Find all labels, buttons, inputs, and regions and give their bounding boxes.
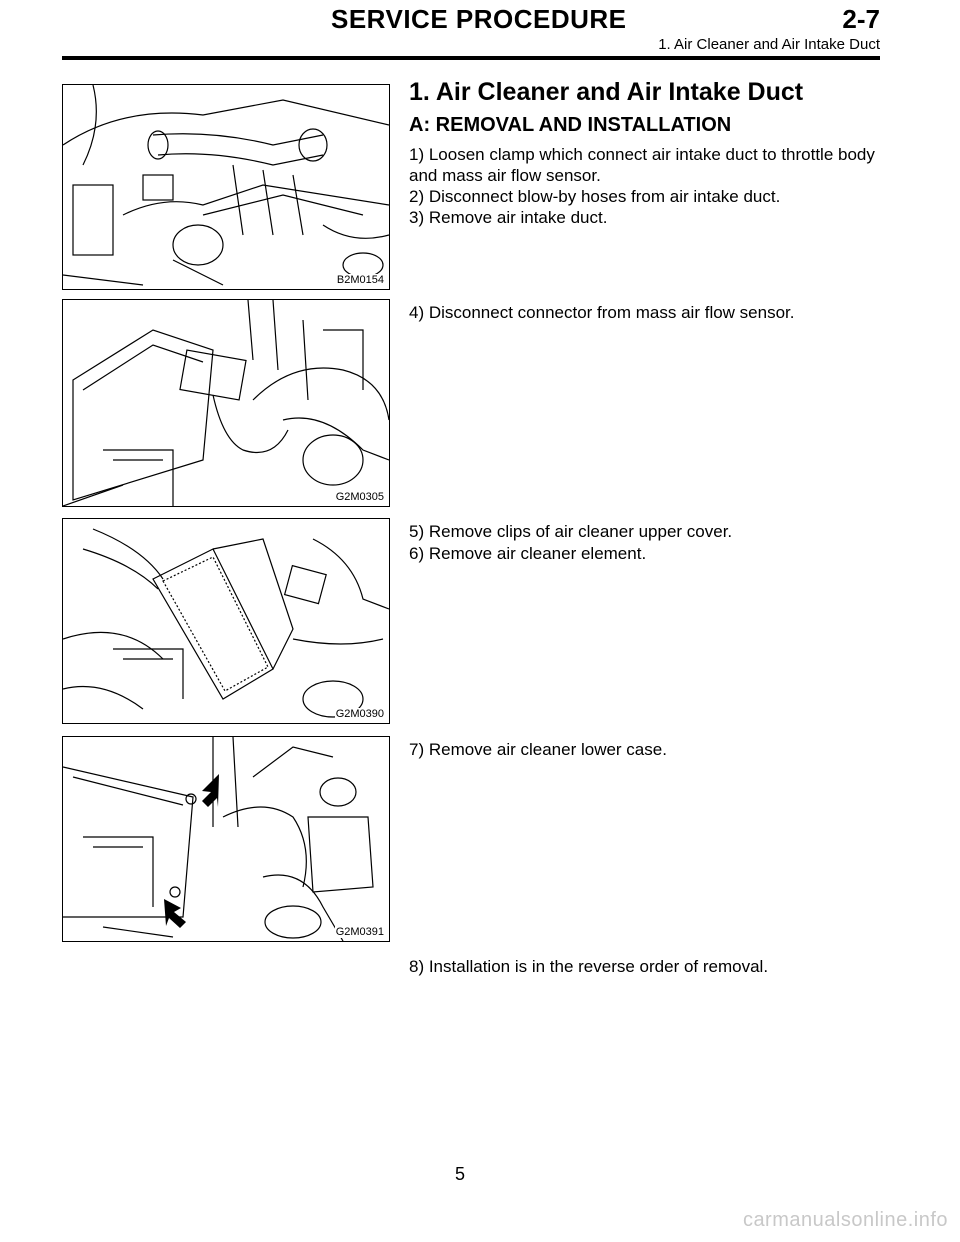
page-heading: 1. Air Cleaner and Air Intake Duct [409,78,804,106]
step-3: 3) Remove air intake duct. [409,208,608,227]
step-4: 4) Disconnect connector from mass air flow sensor. [409,303,795,322]
section-number: 2-7 [842,4,880,34]
step-5: 5) Remove clips of air cleaner upper cover. [409,522,733,541]
section-subheading: A: REMOVAL AND INSTALLATION [409,114,732,136]
header-rule [62,56,880,60]
figure-code: G2M0391 [335,926,384,938]
watermark: carmanualsonline.info [742,1209,948,1231]
step-6: 6) Remove air cleaner element. [409,544,647,563]
arrow-icon [63,737,389,941]
engine-illustration-3 [63,519,389,723]
engine-illustration-2 [63,300,389,506]
figure-mass-air-flow-sensor [62,299,390,507]
header-title: SERVICE PROCEDURE [331,4,627,34]
figure-air-cleaner-lower-case [62,736,390,942]
figure-code: B2M0154 [336,274,384,286]
page-number: 5 [454,1164,465,1184]
step-8: 8) Installation is in the reverse order of removal. [409,957,769,976]
figure-code: G2M0390 [335,708,384,720]
figure-air-cleaner-element [62,518,390,724]
step-2: 2) Disconnect blow-by hoses from air intake duct. [409,187,781,206]
step-7: 7) Remove air cleaner lower case. [409,740,667,759]
step-1: 1) Loosen clamp which connect air intake duct to throttle body and mass air flow sensor. [409,145,875,185]
figure-intake-duct [62,84,390,290]
engine-illustration-1 [63,85,389,289]
header-subtitle: 1. Air Cleaner and Air Intake Duct [658,36,880,53]
figure-code: G2M0305 [335,491,384,503]
